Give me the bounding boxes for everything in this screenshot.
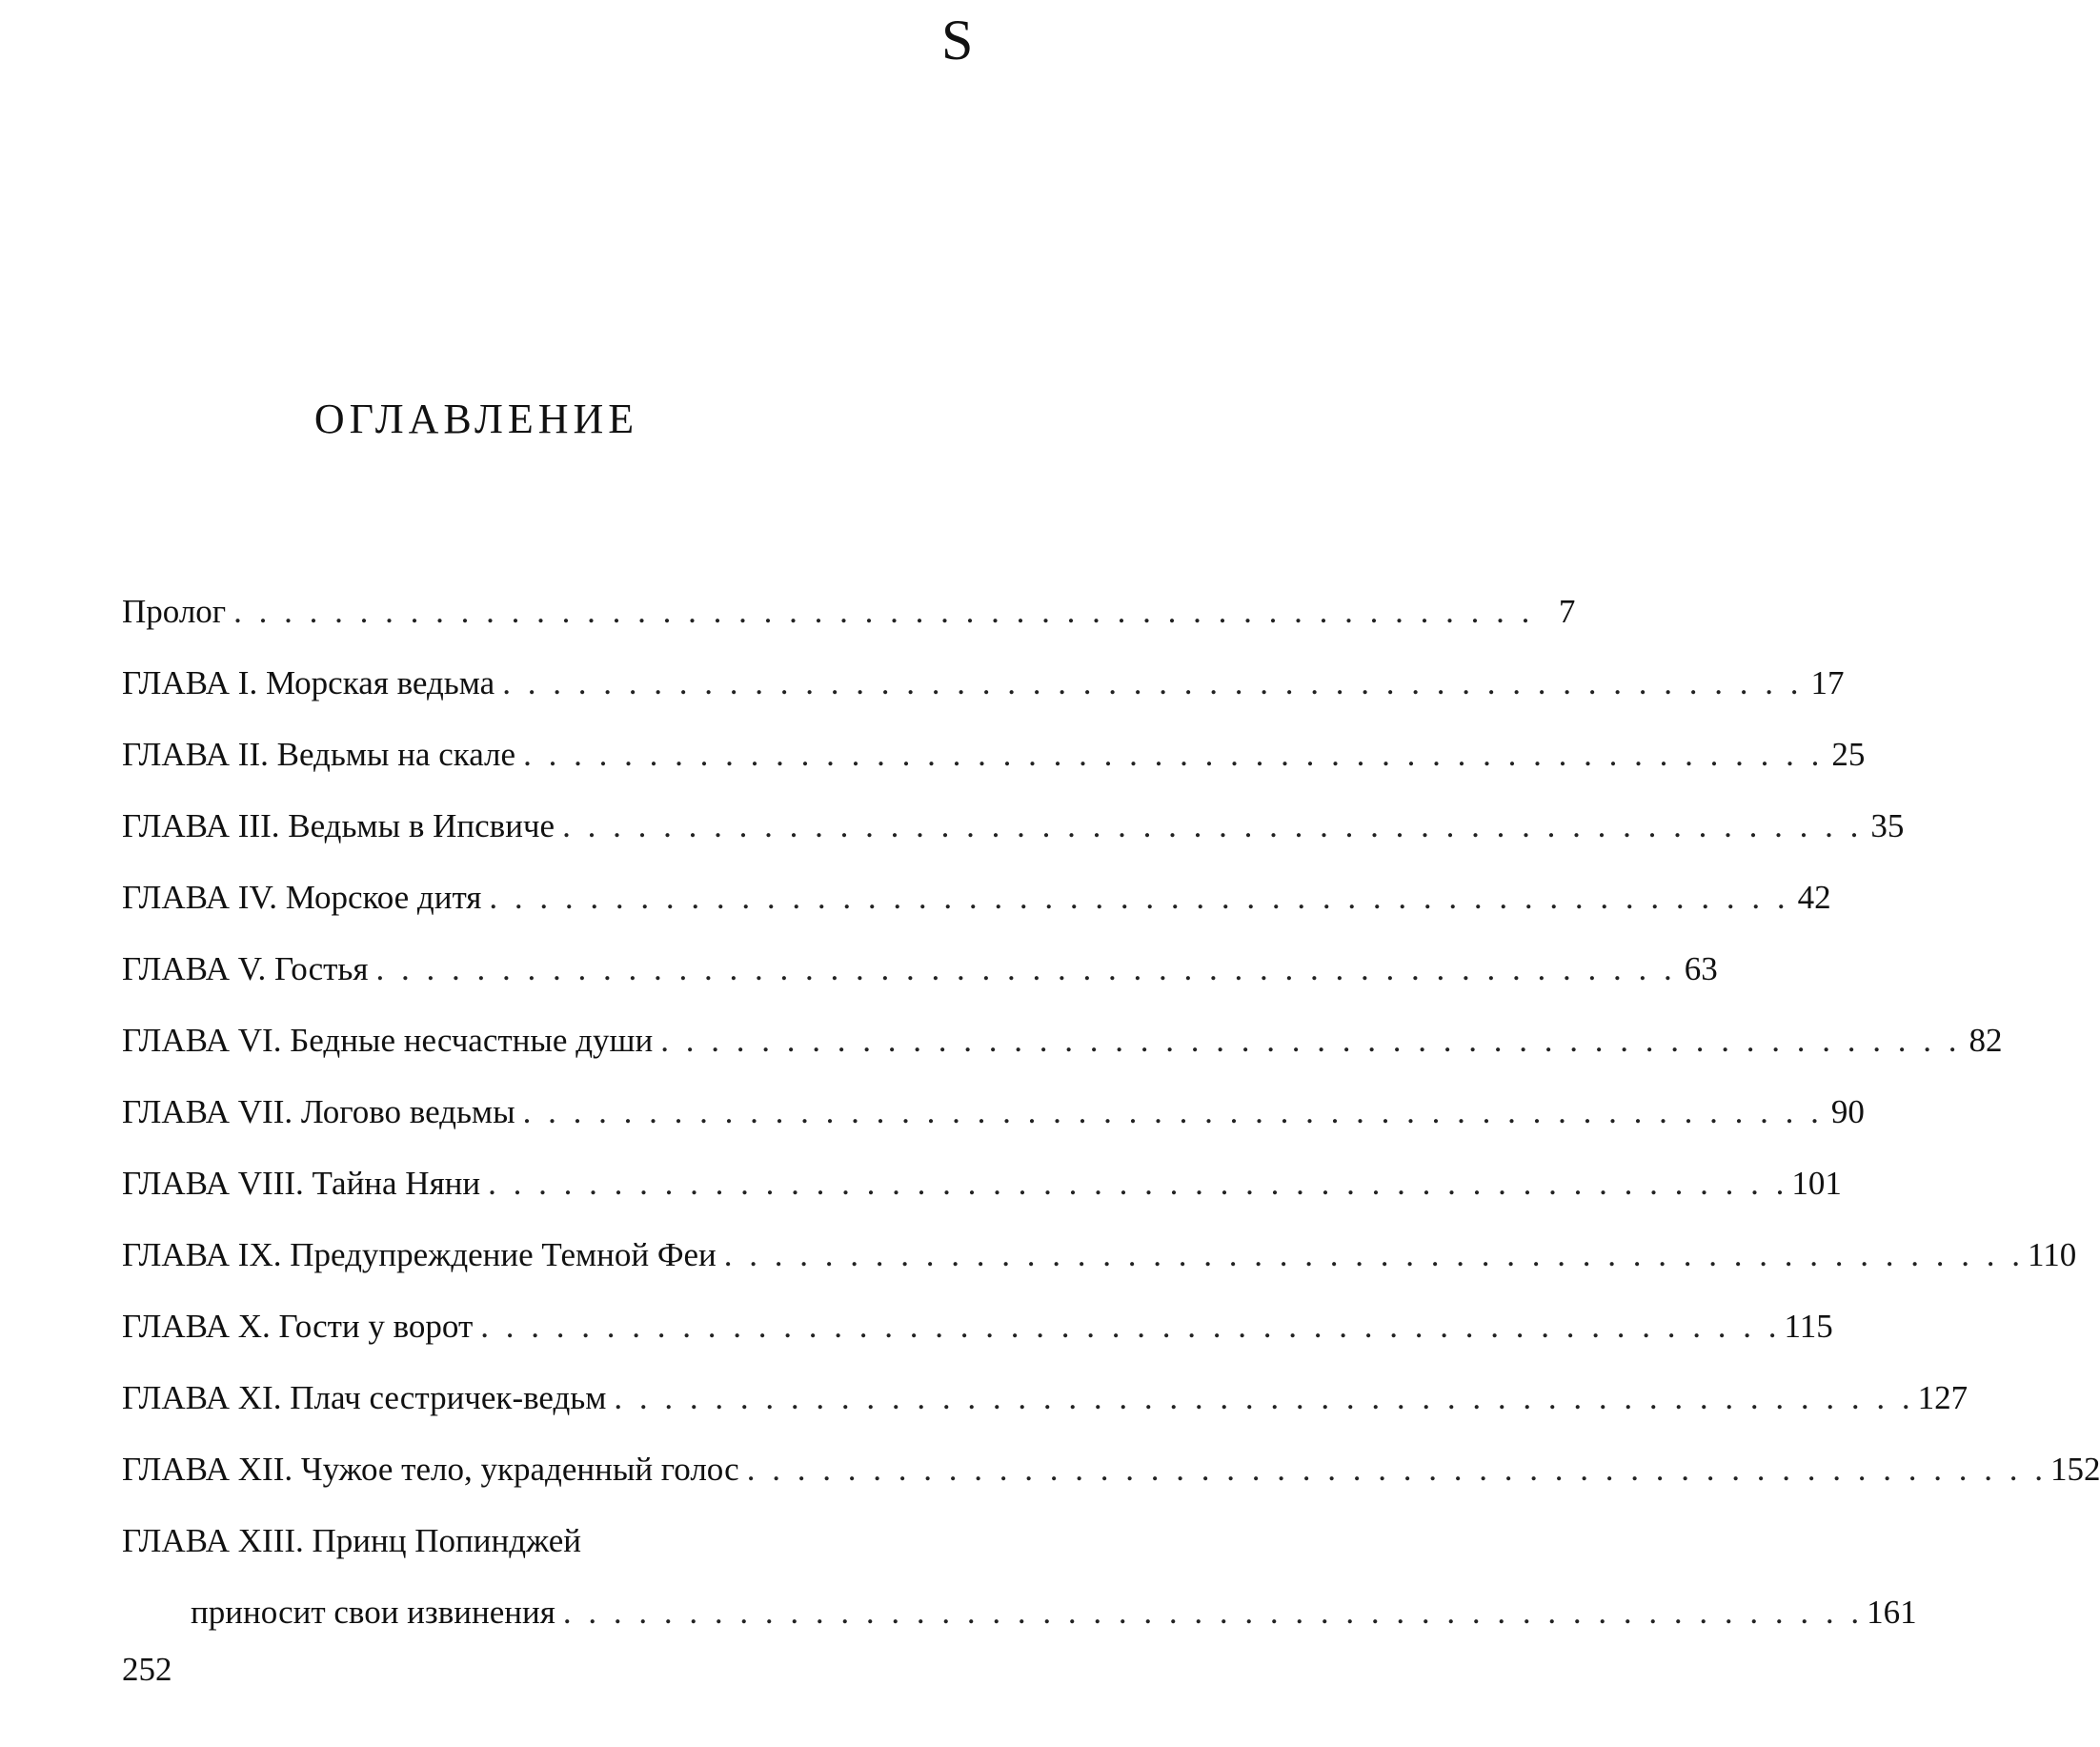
toc-entry-page: 152 xyxy=(2050,1451,2100,1488)
dot-leader xyxy=(563,1584,1859,1641)
toc-entry[interactable] xyxy=(122,655,1845,726)
toc-entry[interactable] xyxy=(122,1084,1865,1155)
toc-entry-page: 25 xyxy=(1831,736,1866,773)
dot-leader xyxy=(523,726,1819,783)
toc-entry-page: 17 xyxy=(1810,664,1845,701)
dot-leader xyxy=(488,1155,1784,1212)
dot-leader xyxy=(489,869,1785,926)
toc-entry[interactable] xyxy=(122,869,1831,941)
toc-entry-page: 7 xyxy=(1558,593,1576,630)
dot-leader xyxy=(660,1012,1956,1069)
toc-entry-page: 115 xyxy=(1784,1308,1833,1345)
dot-leader xyxy=(480,1298,1776,1355)
dot-leader xyxy=(724,1227,2020,1284)
toc-entry-page: 63 xyxy=(1684,950,1718,987)
toc-entry-label: ГЛАВА X. Гости у ворот xyxy=(122,1308,474,1345)
toc-entry-label: ГЛАВА VII. Логово ведьмы xyxy=(122,1093,515,1130)
toc-entry[interactable] xyxy=(122,726,1866,798)
toc-entry[interactable] xyxy=(122,1441,2100,1513)
toc-entry-page: 42 xyxy=(1797,879,1831,916)
dot-leader xyxy=(502,655,1798,712)
dot-leader xyxy=(233,583,1529,640)
toc-entry-page: 35 xyxy=(1870,807,1905,844)
toc-entry[interactable] xyxy=(122,1155,1842,1227)
toc-entry-page: 90 xyxy=(1830,1093,1865,1130)
toc-entry-label: ГЛАВА XIII. Принц Попинджей xyxy=(122,1522,582,1559)
toc-entry-page: 161 xyxy=(1867,1594,1917,1631)
toc-entry[interactable] xyxy=(122,798,1905,869)
toc-entry-page: 82 xyxy=(1969,1022,2003,1059)
dot-leader xyxy=(375,941,1671,998)
dot-leader xyxy=(614,1370,1909,1427)
toc-entry-page: 110 xyxy=(2028,1236,2077,1273)
toc-entry-label: ГЛАВА IX. Предупреждение Темной Феи xyxy=(122,1236,717,1273)
toc-entry[interactable] xyxy=(122,1012,2003,1084)
toc-entry[interactable] xyxy=(122,941,1718,1012)
toc-entry[interactable] xyxy=(122,1513,1917,1656)
page-title: ОГЛАВЛЕНИЕ xyxy=(313,396,639,442)
toc-entry[interactable] xyxy=(122,1298,1833,1370)
table-of-contents xyxy=(122,583,2100,1656)
page-number: 252 xyxy=(122,1651,172,1688)
dot-leader xyxy=(562,798,1858,855)
toc-entry-label: ГЛАВА VI. Бедные несчастные души xyxy=(122,1022,654,1059)
dot-leader xyxy=(523,1084,1819,1141)
toc-entry-label: ГЛАВА XI. Плач сестричек-ведьм xyxy=(122,1379,607,1416)
toc-entry-label: ГЛАВА XII. Чужое тело, украденный голос xyxy=(122,1451,739,1488)
toc-entry-label: ГЛАВА III. Ведьмы в Ипсвиче xyxy=(122,807,555,844)
toc-entry-label-continued: приносит свои извинения xyxy=(191,1594,555,1631)
toc-entry-label: ГЛАВА II. Ведьмы на скале xyxy=(122,736,516,773)
toc-entry-label: ГЛАВА VIII. Тайна Няни xyxy=(122,1165,481,1202)
toc-entry[interactable] xyxy=(122,1227,2077,1298)
toc-entry[interactable] xyxy=(122,1370,1969,1441)
toc-entry[interactable] xyxy=(122,583,1576,655)
toc-entry-label: ГЛАВА I. Морская ведьма xyxy=(122,664,495,701)
page-edge-mark: S xyxy=(941,9,974,71)
dot-leader xyxy=(747,1441,2043,1498)
toc-entry-page: 101 xyxy=(1791,1165,1842,1202)
toc-entry-label: ГЛАВА V. Гостья xyxy=(122,950,369,987)
toc-entry-label: ГЛАВА IV. Морское дитя xyxy=(122,879,482,916)
toc-entry-page: 127 xyxy=(1917,1379,1969,1416)
toc-entry-label: Пролог xyxy=(122,593,227,630)
